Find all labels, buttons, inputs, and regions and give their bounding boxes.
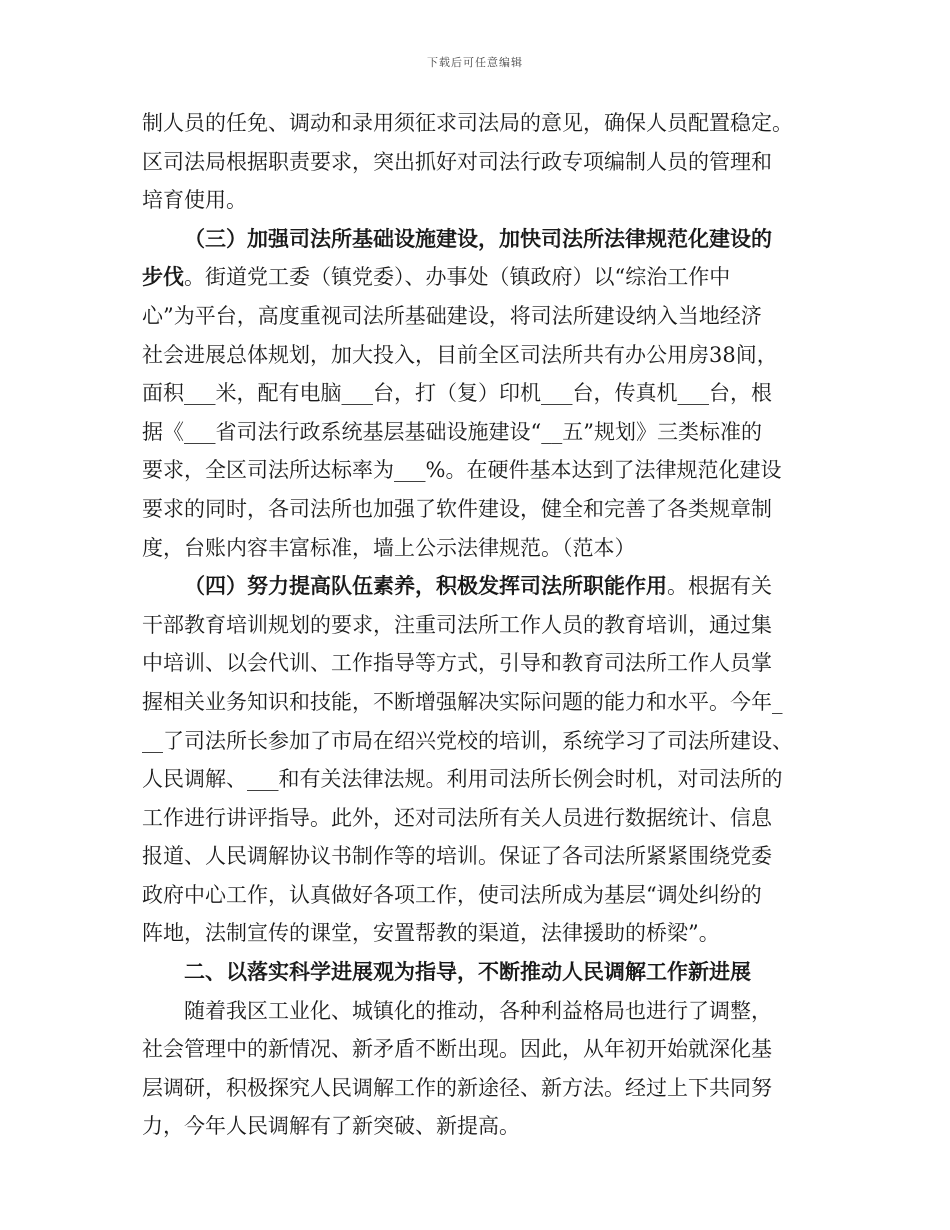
text-line: 层调研，积极探究人民调解工作的新途径、新方法。经过上下共同努: [142, 1075, 772, 1100]
text-line: 步伐。街道党工委（镇党委）、办事处（镇政府）以“综治工作中: [142, 264, 731, 290]
text-line: 度，台账内容丰富标准，墙上公示法律规范。（范本）: [142, 535, 636, 560]
page-header-note: 下载后可任意编辑: [427, 56, 523, 69]
text-line: 力，今年人民调解有了新突破、新提高。: [142, 1114, 520, 1139]
text-line: 工作进行讲评指导。此外，还对司法所有关人员进行数据统计、信息: [142, 805, 772, 830]
section-heading-4: （四）努力提高队伍素养，积极发挥司法所职能作用。根据有关: [184, 573, 772, 599]
text-line: 阵地，法制宣传的课堂，安置帮教的渠道，法律援助的桥梁”。: [142, 921, 720, 946]
document-body: [142, 104, 814, 1146]
text-line: 要求，全区司法所达标率为___%。在硬件基本达到了法律规范化建设: [142, 458, 782, 483]
text-line: 中培训、以会代训、工作指导等方式，引导和教育司法所工作人员掌: [142, 651, 772, 676]
text-line: 人民调解、___和有关法律法规。利用司法所长例会时机，对司法所的: [142, 767, 783, 792]
text-line: 干部教育培训规划的要求，注重司法所工作人员的教育培训，通过集: [142, 612, 772, 637]
text-line: 社会进展总体规划，加大投入，目前全区司法所共有办公用房38间，: [142, 342, 778, 367]
text-line: 据《___省司法行政系统基层基础设施建设“__五”规划》三类标准的: [142, 419, 762, 444]
text-line: 政府中心工作，认真做好各项工作，使司法所成为基层“调处纠纷的: [142, 882, 762, 907]
text-line: 握相关业务知识和技能，不断增强解决实际问题的能力和水平。今年_: [142, 689, 783, 714]
text-line: 心”为平台，高度重视司法所基础建设，将司法所建设纳入当地经济: [142, 303, 762, 328]
text-line: 要求的同时，各司法所也加强了软件建设，健全和完善了各类规章制: [142, 496, 772, 521]
text-line: 随着我区工业化、城镇化的推动，各种利益格局也进行了调整，: [184, 998, 772, 1023]
text-line: 培育使用。: [142, 188, 247, 213]
text-line: 制人员的任免、调动和录用须征求司法局的意见，确保人员配置稳定。: [142, 111, 793, 135]
text-line: 社会管理中的新情况、新矛盾不断出现。因此，从年初开始就深化基: [142, 1037, 772, 1062]
section-heading-2: 二、以落实科学进展观为指导，不断推动人民调解工作新进展: [184, 959, 751, 985]
text-line: 区司法局根据职责要求，突出抓好对司法行政专项编制人员的管理和: [142, 149, 772, 174]
text-line: __了司法所长参加了市局在绍兴党校的培训，系统学习了司法所建设、: [142, 728, 793, 753]
text-line: 面积___米，配有电脑___台，打（复）印机___台，传真机___台，根: [142, 381, 772, 406]
section-heading-3: （三）加强司法所基础设施建设，加快司法所法律规范化建设的: [184, 225, 772, 251]
text-line: 报道、人民调解协议书制作等的培训。保证了各司法所紧紧围绕党委: [142, 844, 772, 869]
